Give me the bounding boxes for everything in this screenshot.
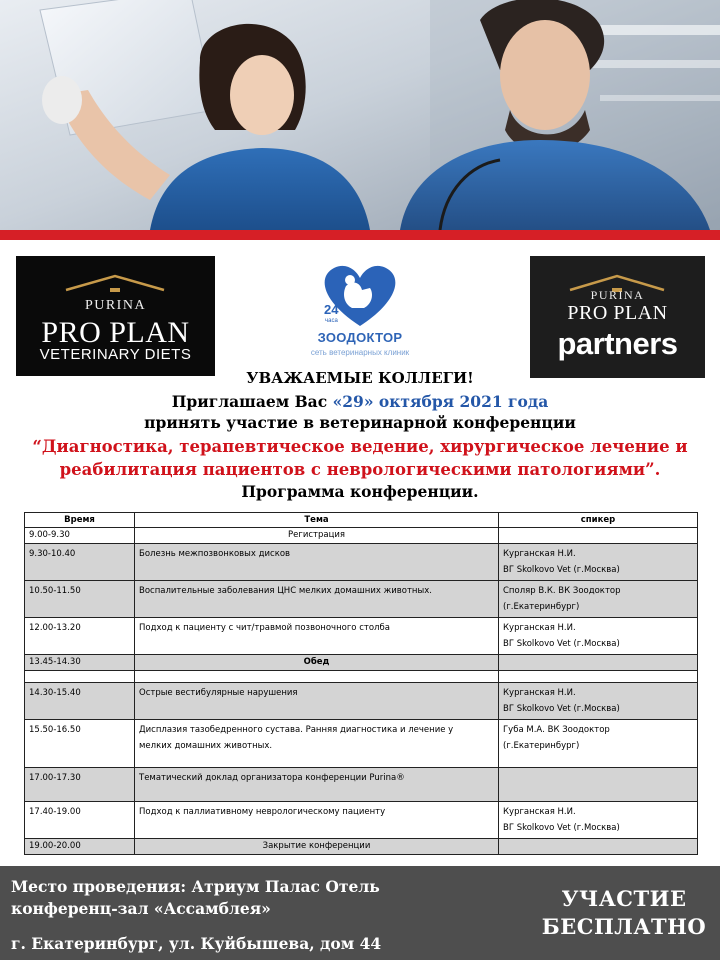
- cell-topic: Острые вестибулярные нарушения: [135, 683, 499, 720]
- badge-hours: часа: [325, 318, 338, 324]
- cell-time: 9.00-9.30: [25, 528, 135, 544]
- conference-topic-line1: “Диагностика, терапевтическое ведение, хирургическое лечение и: [32, 437, 688, 456]
- cell-speaker: Споляр В.К. ВК Зоодоктор (г.Екатеринбург): [499, 581, 698, 618]
- vets-examining-xray-illustration: [0, 0, 720, 230]
- cell-topic: Болезнь межпозвонковых дисков: [135, 544, 499, 581]
- cell-speaker: [499, 528, 698, 544]
- conference-date: «29» октября 2021 года: [332, 392, 549, 411]
- purina-brand: PURINA: [84, 298, 147, 313]
- cell-topic: Обед: [135, 655, 499, 671]
- header-time: Время: [25, 513, 135, 528]
- cell-time: 19.00-20.00: [25, 839, 135, 855]
- program-table: [24, 512, 698, 855]
- table-row: [25, 618, 698, 655]
- cell-topic: Дисплазия тазобедренного сустава. Ранняя диагностика и лечение у мелких домашних животных.: [135, 720, 499, 768]
- venue-line1: Место проведения: Атриум Палас Отель: [11, 877, 380, 896]
- cell-time: 12.00-13.20: [25, 618, 135, 655]
- table-row: [25, 683, 698, 720]
- program-body: [25, 528, 698, 855]
- cell-speaker: Курганская Н.И. ВГ Skolkovo Vet (г.Москва): [499, 802, 698, 839]
- table-row: [25, 671, 698, 683]
- table-row: [25, 528, 698, 544]
- table-header-row: [25, 513, 698, 528]
- veterinary-diets-wordmark: VETERINARY DIETS: [39, 346, 192, 363]
- cell-topic: Тематический доклад организатора конференции Purina®: [135, 768, 499, 802]
- header-speaker: спикер: [499, 513, 698, 528]
- cell-speaker: [499, 839, 698, 855]
- cell-time: [25, 671, 135, 683]
- cell-time: 17.40-19.00: [25, 802, 135, 839]
- cell-time: 9.30-10.40: [25, 544, 135, 581]
- red-divider: [0, 230, 720, 240]
- cell-time: 15.50-16.50: [25, 720, 135, 768]
- proplan-partners-logo: [530, 256, 705, 378]
- venue-address: г. Екатеринбург, ул. Куйбышева, дом 44: [11, 934, 382, 953]
- conference-topic: [0, 435, 720, 481]
- cell-speaker: Губа М.А. ВК Зоодоктор (г.Екатеринбург): [499, 720, 698, 768]
- cell-speaker: [499, 655, 698, 671]
- cell-speaker: [499, 671, 698, 683]
- cell-topic: Закрытие конференции: [135, 839, 499, 855]
- footer-banner: [0, 866, 720, 960]
- table-row: [25, 581, 698, 618]
- header-topic: Тема: [135, 513, 499, 528]
- partners-wordmark: partners: [557, 326, 678, 361]
- cell-topic: Подход к паллиативному неврологическому пациенту: [135, 802, 499, 839]
- zoodoctor-subtitle: сеть ветеринарных клиник: [310, 348, 410, 357]
- cell-time: 10.50-11.50: [25, 581, 135, 618]
- invitation-line: [0, 392, 720, 411]
- cell-speaker: Курганская Н.И. ВГ Skolkovo Vet (г.Москва): [499, 618, 698, 655]
- zoodoctor-logo: [300, 258, 420, 370]
- conference-topic-line2: реабилитация пациентов с неврологическими патологиями”.: [59, 460, 661, 479]
- table-row: [25, 720, 698, 768]
- venue-line2: конференц-зал «Ассамблея»: [11, 899, 271, 918]
- free-participation-line2: БЕСПЛАТНО: [541, 914, 707, 939]
- table-row: [25, 802, 698, 839]
- cell-speaker: Курганская Н.И. ВГ Skolkovo Vet (г.Москва): [499, 683, 698, 720]
- cell-time: 17.00-17.30: [25, 768, 135, 802]
- proplan-veterinary-diets-logo: [16, 256, 215, 376]
- table-row: [25, 839, 698, 855]
- table-row: [25, 768, 698, 802]
- cell-topic: [135, 671, 499, 683]
- cell-topic: Подход к пациенту с чит/травмой позвоночного столба: [135, 618, 499, 655]
- proplan-wordmark: PRO PLAN: [567, 302, 668, 324]
- purina-roof-icon: [16, 268, 215, 294]
- hero-photo: [0, 0, 720, 230]
- greeting-heading: УВАЖАЕМЫЕ КОЛЛЕГИ!: [246, 369, 474, 387]
- invitation-prefix: Приглашаем Вас: [171, 392, 333, 411]
- cell-time: 14.30-15.40: [25, 683, 135, 720]
- purina-brand: PURINA: [590, 288, 645, 302]
- zoodoctor-name: ЗООДОКТОР: [317, 330, 403, 345]
- program-title: Программа конференции.: [241, 482, 479, 501]
- table-row: [25, 655, 698, 671]
- proplan-wordmark: PRO PLAN: [41, 316, 190, 349]
- table-row: [25, 544, 698, 581]
- participation-line: принять участие в ветеринарной конференции: [144, 413, 576, 432]
- cell-topic: Воспалительные заболевания ЦНС мелких домашних животных.: [135, 581, 499, 618]
- heart-with-pets-icon: [300, 258, 420, 330]
- cell-topic: Регистрация: [135, 528, 499, 544]
- cell-speaker: Курганская Н.И. ВГ Skolkovo Vet (г.Москва): [499, 544, 698, 581]
- free-participation-line1: УЧАСТИЕ: [561, 886, 687, 911]
- cell-time: 13.45-14.30: [25, 655, 135, 671]
- badge-24: 24: [324, 302, 339, 317]
- cell-speaker: [499, 768, 698, 802]
